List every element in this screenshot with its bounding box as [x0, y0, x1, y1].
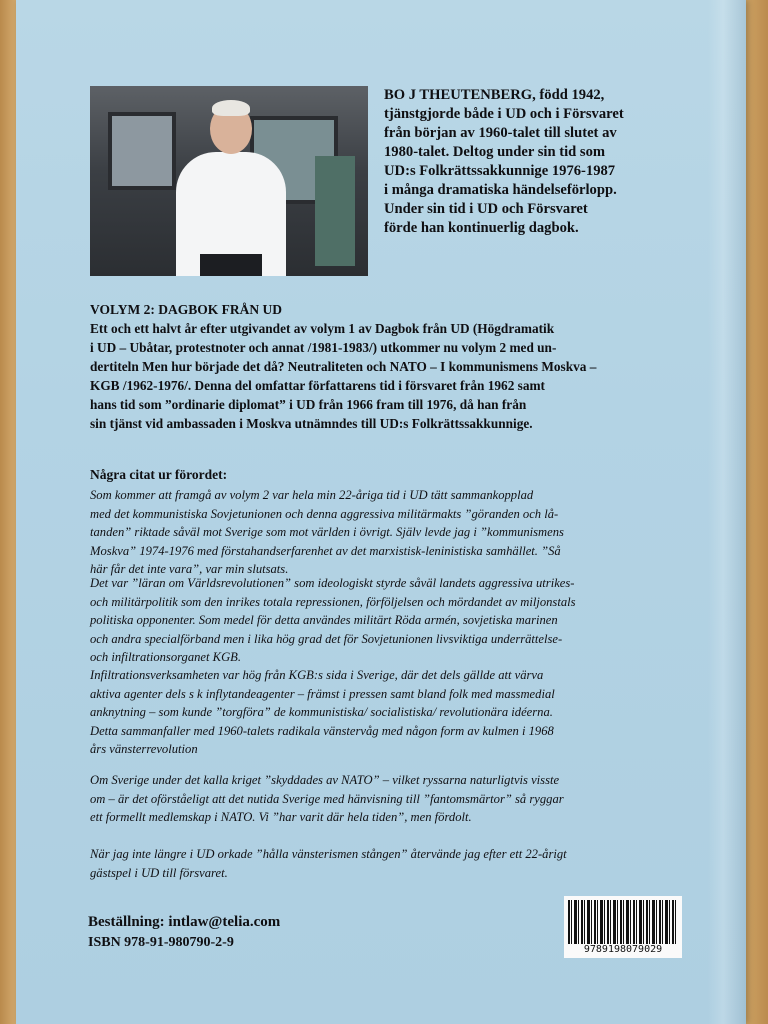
photo-person-pants: [200, 254, 262, 276]
table-surface-left: [0, 0, 16, 1024]
quote-line: om – är det oförståeligt att det nutida Sverige med hänvisning till ”fantomsmärtor” så ryggar: [90, 791, 564, 806]
photo-window-left: [108, 112, 176, 190]
quote-line: tanden” riktade såväl mot Sverige som mot världen i övrigt. Själv levde jag i ”kommunismens: [90, 525, 564, 539]
quote-line: med det kommunistiska Sovjetunionen och denna aggressiva militärmakts ”göranden och lå-: [90, 506, 559, 521]
table-surface-right: [744, 0, 768, 1024]
volume-line: dertiteln Men hur började det då? Neutraliteten och NATO – I kommunismens Moskva –: [90, 359, 597, 374]
photo-person-hair: [212, 100, 250, 116]
author-photo: [90, 86, 368, 276]
quote-line: Infiltrationsverksamheten var hög från KGB:s sida i Sverige, där det dels gällde att värva: [90, 668, 544, 682]
volume-line: i UD – Ubåtar, protestnoter och annat /1981-1983/) utkommer nu volym 2 med un-: [90, 340, 557, 355]
bio-line: Under sin tid i UD och Försvaret: [384, 201, 588, 217]
quote-paragraph-5: [90, 845, 690, 882]
barcode-number: 9789198079029: [583, 944, 663, 955]
quote-line: och andra specialförband men i lika hög grad det för Sovjetunionen livsviktiga underrättelse-: [90, 631, 563, 646]
quote-line: och militärpolitik som den inrikes totala repressionen, förföljelsen och mördandet av miljonstals: [90, 594, 576, 609]
quote-line: Moskva” 1974-1976 med förstahandserfarenhet av det marxistisk-leninistiska samhället. ”Så: [90, 543, 561, 558]
volume-line: Ett och ett halvt år efter utgivandet av volym 1 av Dagbok från UD (Högdramatik: [90, 321, 555, 336]
volume-line: hans tid som ”ordinarie diplomat” i UD från 1966 fram till 1976, då han från: [90, 397, 527, 412]
quote-line: Det var ”läran om Världsrevolutionen” som ideologiskt styrde såväl landets aggressiva utrikes-: [90, 576, 575, 590]
barcode-bars: [568, 900, 678, 944]
quote-line: Som kommer att framgå av volym 2 var hela min 22-åriga tid i UD tätt sammankopplad: [90, 488, 534, 502]
bio-line: 1980-talet. Deltog under sin tid som: [384, 144, 606, 160]
bio-line: tjänstgjorde både i UD och i Försvaret: [384, 106, 624, 122]
isbn-number: ISBN 978-91-980790-2-9: [88, 935, 234, 950]
bio-line: i många dramatiska händelseförlopp.: [384, 182, 617, 198]
quote-line: aktiva agenter dels s k inflytandeagenter – främst i pressen samt bland folk med massmedial: [90, 686, 555, 701]
author-bio: [384, 86, 684, 238]
quote-line: Detta sammanfaller med 1960-talets radikala vänstervåg med någon form av kulmen i 1968: [90, 723, 554, 738]
bio-line: förde han kontinuerlig dagbok.: [384, 220, 579, 236]
quote-paragraph-1: [90, 486, 690, 579]
quotes-heading: Några citat ur förordet:: [90, 467, 228, 482]
volume-description: [90, 319, 690, 433]
quote-paragraph-2: [90, 574, 690, 667]
quote-line: här får det inte vara”, var min slutsats.: [90, 562, 289, 576]
quote-line: När jag inte längre i UD orkade ”hålla vänsterismen stången” återvände jag efter ett 22-årigt: [90, 847, 567, 861]
quote-paragraph-3: [90, 666, 690, 759]
quote-line: ett formellt medlemskap i NATO. Vi ”har varit där hela tiden”, men fördolt.: [90, 810, 472, 824]
quote-line: Om Sverige under det kalla kriget ”skyddades av NATO” – vilket ryssarna naturligtvis visste: [90, 773, 560, 787]
bio-line: UD:s Folkrättssakkunnige 1976-1987: [384, 163, 616, 179]
quote-paragraph-4: [90, 771, 690, 827]
quote-line: gästspel i UD till försvaret.: [90, 865, 228, 880]
quote-line: och infiltrationsorganet KGB.: [90, 650, 242, 664]
bio-line: från början av 1960-talet till slutet av: [384, 125, 617, 141]
volume-title: VOLYM 2: DAGBOK FRÅN UD: [90, 302, 282, 317]
quote-line: anknytning – som kunde ”torgföra” de kommunistiska/ socialistiska/ revolutionära idéerna.: [90, 705, 553, 719]
bio-line: BO J THEUTENBERG, född 1942,: [384, 87, 605, 103]
photo-water: [315, 156, 355, 266]
quote-line: års vänsterrevolution: [90, 742, 198, 756]
volume-line: sin tjänst vid ambassaden i Moskva utnämndes till UD:s Folkrättssakkunnige.: [90, 416, 533, 431]
cover-edge: [708, 0, 746, 1024]
volume-line: KGB /1962-1976/. Denna del omfattar författarens tid i försvaret från 1962 samt: [90, 378, 545, 393]
quote-line: politiska opponenter. Som medel för detta användes militärt Röda armén, sovjetiska marinen: [90, 613, 558, 627]
barcode: [564, 896, 682, 958]
order-contact: Beställning: intlaw@telia.com: [88, 914, 281, 930]
